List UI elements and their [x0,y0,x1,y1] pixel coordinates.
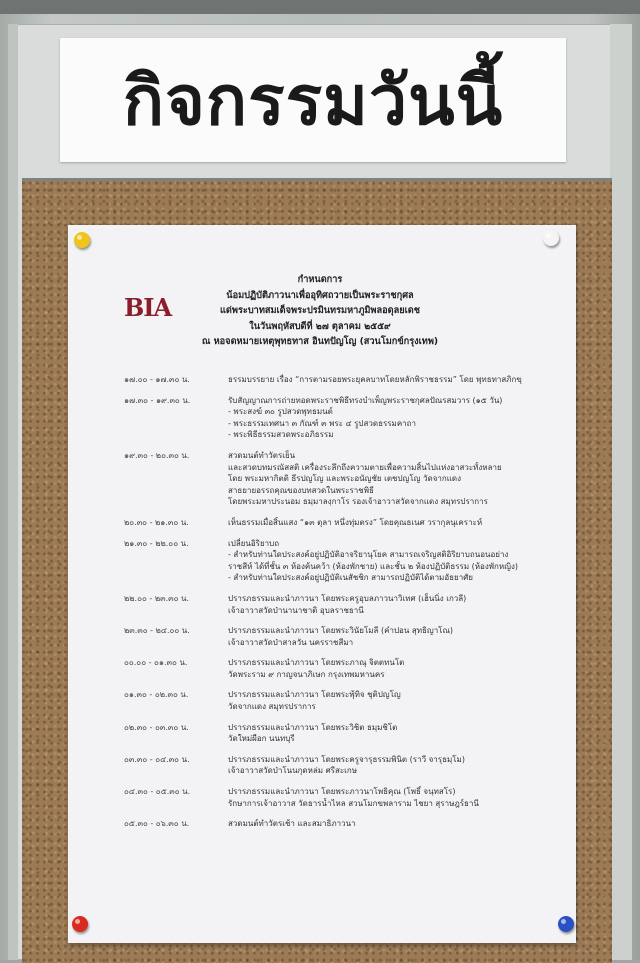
schedule-row [124,765,564,777]
schedule-row [124,406,564,418]
schedule-detail: - พระสงฆ์ ๓๐ รูปสวดพุทธมนต์ [228,407,333,417]
schedule-detail: เปลี่ยนอิริยาบถ [228,538,280,548]
header-line: น้อมปฏิบัติภาวนาเพื่ออุทิศถวายเป็นพระราชกุศล [226,289,414,301]
schedule-time: ๒๒.๐๐ - ๒๓.๓๐ น. [124,593,190,603]
schedule-detail: - สำหรับท่านใดประสงค์อยู่ปฏิบัติอาจริยานุโยค สามารถเจริญสติอิริยาบถนอนอย่าง [228,550,509,560]
schedule-time [124,549,228,561]
schedule-time: ๐๕.๓๐ - ๐๖.๓๐ น. [124,819,190,829]
schedule-detail: ปรารภธรรมและนำภาวนา โดยพระครูอุบลภาวนาวิเทศ (เฮ็นนิ่ง เกวลี) [228,593,467,603]
schedule-time: ๑๙.๓๐ - ๒๐.๓๐ น. [124,450,190,460]
header-line: แด่พระบาทสมเด็จพระปรมินทรมหาภูมิพลอดุลยเดช [220,305,420,316]
ceiling-strip [0,0,640,14]
schedule-row [124,593,564,605]
schedule-row [124,689,564,701]
schedule-row [124,473,564,485]
schedule-time [124,462,228,474]
schedule-row [124,605,564,617]
schedule-detail: วัดใหม่ผือก นนทบุรี [228,734,295,744]
schedule-time [124,561,228,573]
schedule-time [124,669,228,681]
schedule-detail: วัดจากแดง สมุทรปราการ [228,702,316,712]
notice-title: กิจกรรมวันนี้ [122,62,504,141]
schedule-detail: ปรารภธรรมและนำภาวนา โดยพระวิชิต ธมฺมชิโต [228,722,398,732]
schedule-detail: เห็นธรรมเมื่อสิ้นแสง “๑๓ ตุลา หนึ่งทุ่มตรง” โดยคุณธเนศ วรากุลนุเคราะห์ [228,517,483,527]
bia-logo: BIA [124,293,172,322]
schedule-row [124,701,564,713]
schedule-time [124,485,228,497]
schedule-detail: ปรารภธรรมและนำภาวนา โดยพระภาวนาโพธิคุณ (โพธิ์ จนฺทสโร) [228,787,456,797]
schedule-time [124,572,228,584]
schedule-time [124,496,228,508]
schedule-detail: โดย พระมหากิตติ ธีรปญโญ และพระอนัญชัย เตชปญโญ วัดจากแดง [228,474,461,484]
schedule-time: ๐๐.๐๐ - ๐๑.๓๐ น. [124,658,188,668]
schedule-time: ๒๑.๓๐ - ๒๒.๐๐ น. [124,538,189,548]
schedule-detail: - สำหรับท่านใดประสงค์อยู่ปฏิบัติเนสัชชิก สามารถปฏิบัติได้ตามอัธยาศัย [228,573,473,583]
schedule-detail: สวดมนต์ทำวัตรเย็น [228,450,296,460]
schedule-row [124,496,564,508]
frame-edge-left [8,24,18,960]
schedule-row [124,637,564,649]
schedule-time [124,798,228,810]
schedule-row [124,538,564,550]
schedule-row [124,754,564,766]
schedule-row [124,722,564,734]
schedule-time: ๑๗.๐๐ - ๑๗.๓๐ น. [124,375,190,384]
title-card [60,38,566,162]
schedule-row [124,786,564,798]
schedule-row [124,374,564,386]
schedule-time [124,473,228,485]
schedule-detail: และสวดบทมรณัสสติ เครื่องระลึกถึงความตายเพื่อความสิ้นไปแห่งอาสวะทั้งหลาย [228,462,502,472]
schedule-detail: ราชสีห์ ได้ที่ชั้น ๓ ห้องค้นคว้า (ห้องพักชาย) และชั้น ๒ ห้องปฏิบัติธรรม (ห้องพักหญิง) [228,561,518,571]
schedule-row [124,625,564,637]
schedule-row [124,561,564,573]
schedule-detail: โดยพระมหาประนอม ธมฺมาลงฺกาโร รองเจ้าอาวาสวัดจากแดง สมุทรปราการ [228,497,488,507]
schedule-time [124,701,228,713]
schedule-detail: เจ้าอาวาสวัดป่าโนนกุดหล่ม ศรีสะเกษ [228,766,358,776]
schedule-row [124,429,564,441]
schedule-row [124,572,564,584]
schedule-detail: - พระพิธีธรรมสวดพระอภิธรรม [228,430,334,440]
header-line: ในวันพฤหัสบดีที่ ๒๗ ตุลาคม ๒๕๕๙ [249,320,391,332]
frame-edge-right [610,24,632,960]
schedule-row [124,549,564,561]
schedule-time [124,605,228,617]
schedule-row [124,798,564,810]
schedule-detail: ปรารภธรรมและนำภาวนา โดยพระภาณุ จิตตทนโต [228,658,405,668]
schedule-row [124,733,564,745]
schedule-detail: รักษาการเจ้าอาวาส วัดธารน้ำไหล สวนโมกขพลาราม ไชยา สุราษฎร์ธานี [228,798,479,808]
schedule-time [124,733,228,745]
schedule-row [124,669,564,681]
schedule-row [124,818,564,830]
schedule-detail: ปรารภธรรมและนำภาวนา โดยพระครูจารุธรรมพินิต (ราวี จารุธมฺโม) [228,754,465,764]
schedule-time: ๒๐.๓๐ - ๒๑.๓๐ น. [124,517,189,527]
schedule-detail: รับสัญญาณการถ่ายทอดพระราชพิธีทรงบำเพ็ญพระราชกุศลปัณรสมวาร (๑๕ วัน) [228,395,503,405]
schedule-row [124,657,564,669]
schedule-time: ๐๒.๓๐ - ๐๓.๓๐ น. [124,722,189,732]
schedule-time [124,418,228,430]
schedule-detail: - พระธรรมเทศนา ๓ กัณฑ์ ๓ พระ ๔ รูปสวดธรรมคาถา [228,418,416,428]
schedule-row [124,418,564,430]
schedule-time: ๒๓.๓๐ - ๒๔.๐๐ น. [124,626,190,636]
schedule-detail: เจ้าอาวาสวัดป่าสาลวัน นครราชสีมา [228,637,354,647]
schedule-detail: สวดมนต์ทำวัตรเช้า และสมาธิภาวนา [228,819,356,829]
white-pushpin-icon [543,230,559,246]
schedule-row [124,517,564,529]
schedule-detail: สาธยายอรรถคุณของบทสวดในพระราชพิธี [228,485,374,495]
yellow-pushpin-icon [74,232,90,248]
schedule-time [124,765,228,777]
schedule-time [124,406,228,418]
schedule-row [124,395,564,407]
schedule-time: ๑๗.๓๐ - ๑๙.๓๐ น. [124,395,191,405]
schedule-time: ๐๑.๓๐ - ๐๒.๓๐ น. [124,690,189,700]
schedule-row [124,450,564,462]
schedule-detail: เจ้าอาวาสวัดป่านานาชาติ อุบลราชธานี [228,605,364,615]
blue-pushpin-icon [558,916,574,932]
schedule-list [124,374,564,830]
schedule-detail: ปรารภธรรมและนำภาวนา โดยพระวินัยโมลี (คำปอน สุทธิญาโณ) [228,626,454,636]
schedule-time: ๐๔.๓๐ - ๐๕.๓๐ น. [124,787,191,797]
schedule-row [124,485,564,497]
schedule-time: ๐๓.๓๐ - ๐๔.๓๐ น. [124,754,190,764]
schedule-header [170,272,470,350]
schedule-detail: ปรารภธรรมและนำภาวนา โดยพระพุ้ทิจ ชุติปญโญ [228,690,401,700]
header-line: กำหนดการ [297,274,343,285]
schedule-time [124,637,228,649]
red-pushpin-icon [72,916,88,932]
schedule-row [124,462,564,474]
schedule-detail: วัดพระราม ๙ กาญจนาภิเษก กรุงเทพมหานคร [228,669,385,679]
schedule-detail: ธรรมบรรยาย เรื่อง “การตามรอยพระยุคลบาทโดยหลักพิราชธรรม” โดย พุทธทาสภิกขุ [228,375,522,384]
schedule-time [124,429,228,441]
header-line: ณ หอจดหมายเหตุพุทธทาส อินทปัญโญ (สวนโมกข์กรุงเทพ) [201,336,439,347]
